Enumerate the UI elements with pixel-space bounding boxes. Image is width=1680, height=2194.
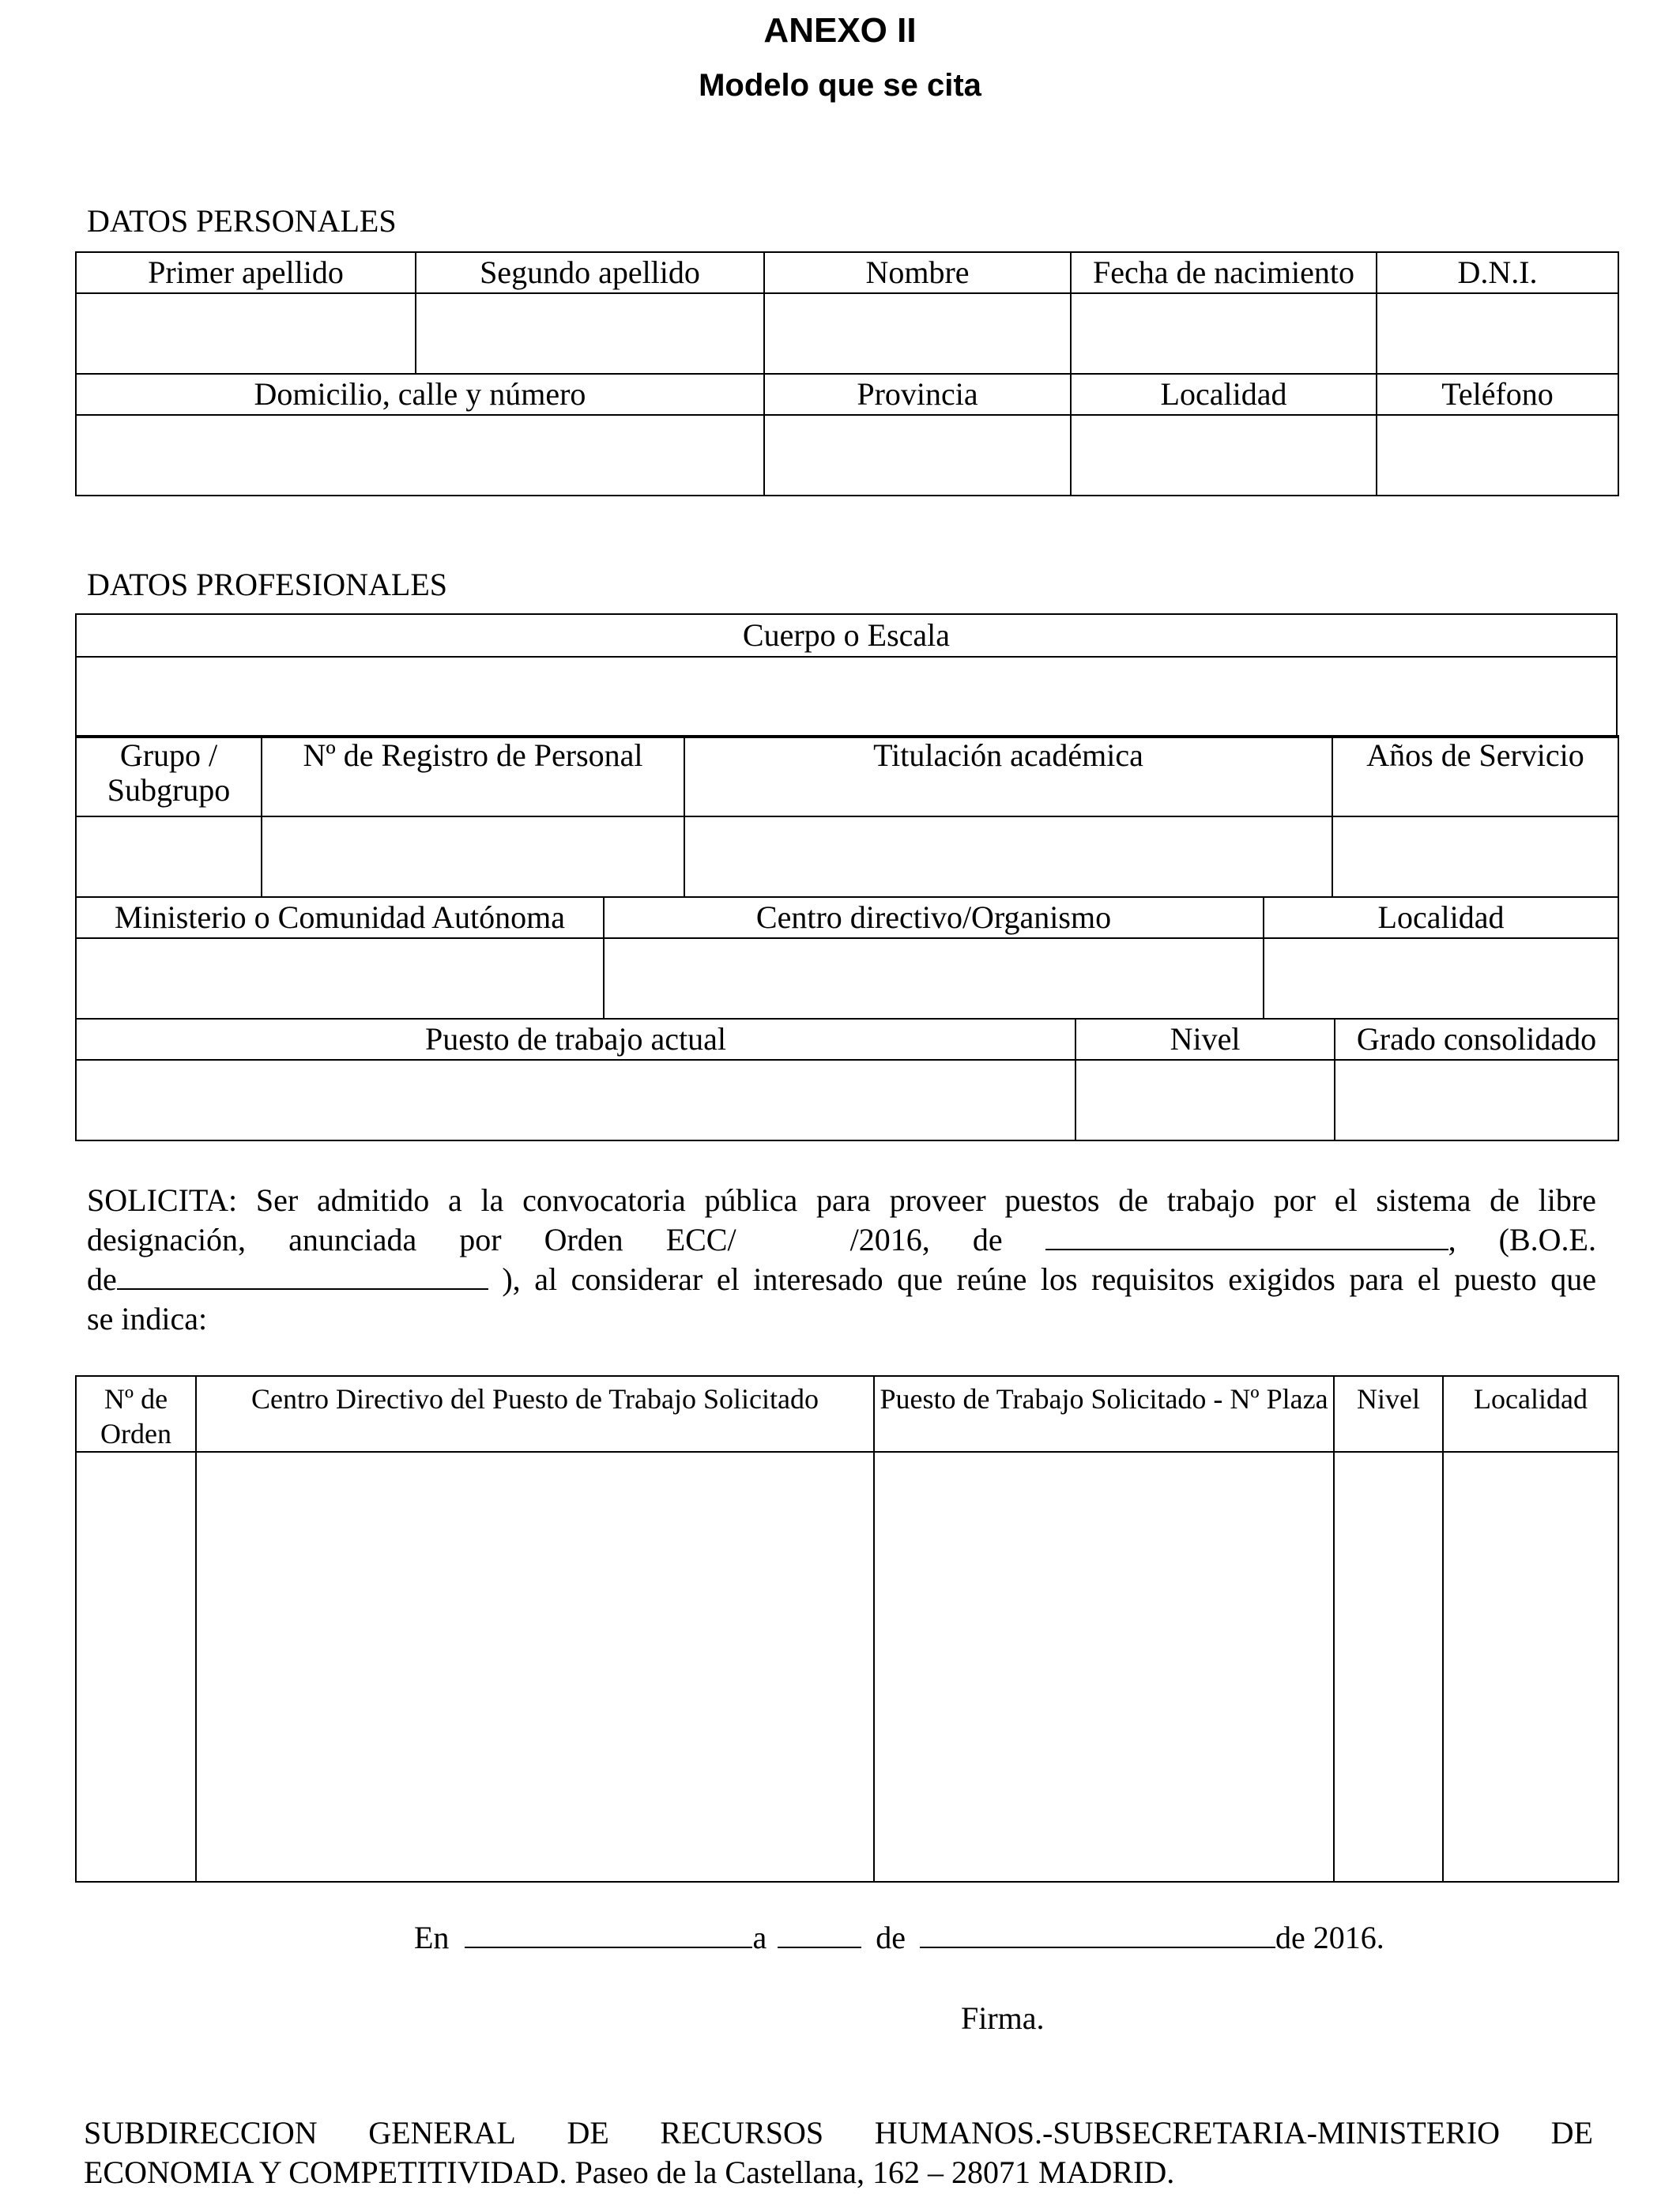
nivel-solicitado-field[interactable]: [1334, 1452, 1443, 1882]
primer-apellido-field[interactable]: [76, 293, 416, 374]
solicita-word: por: [459, 1222, 502, 1257]
col-ministerio: Ministerio o Comunidad Autónoma: [76, 897, 604, 938]
col-fecha-nacimiento: Fecha de nacimiento: [1071, 252, 1377, 293]
solicita-word: trabajo: [1166, 1182, 1255, 1218]
provincia-field[interactable]: [764, 415, 1071, 496]
titulacion-field[interactable]: [684, 816, 1332, 897]
footer-word: HUMANOS.-SUBSECRETARIA-MINISTERIO: [874, 2115, 1501, 2151]
solicita-word: se indica:: [87, 1301, 208, 1336]
solicita-word: exigidos: [1228, 1261, 1335, 1297]
solicita-word: Orden: [544, 1222, 623, 1257]
professional-section-title: DATOS PROFESIONALES: [87, 567, 448, 602]
solicita-word: /2016,: [849, 1222, 930, 1257]
col-titulacion: Titulación académica: [684, 736, 1332, 816]
ministerio-field[interactable]: [76, 938, 604, 1019]
footer-word: DE: [1550, 2115, 1593, 2151]
col-registro-personal: Nº de Registro de Personal: [262, 736, 684, 816]
place-blank[interactable]: [465, 1920, 752, 1948]
puesto-solicitado-field[interactable]: [874, 1452, 1334, 1882]
solicita-word: requisitos: [1091, 1261, 1215, 1297]
solicita-line-4: [87, 1299, 1596, 1339]
col-localidad-prof: Localidad: [1264, 897, 1618, 938]
col-provincia: Provincia: [764, 374, 1071, 415]
solicita-word: para: [1349, 1261, 1404, 1297]
personal-section-title: DATOS PERSONALES: [87, 203, 397, 239]
date-en-label: En: [414, 1920, 450, 1955]
footer-word: SUBDIRECCION: [84, 2115, 318, 2151]
day-blank[interactable]: [778, 1920, 861, 1948]
col-nombre: Nombre: [764, 252, 1071, 293]
solicita-word: sistema: [1376, 1182, 1471, 1218]
solicita-word: considerar: [571, 1261, 703, 1297]
solicita-word: al: [534, 1261, 558, 1297]
ministerio-table: [75, 896, 1619, 1020]
centro-solicitado-field[interactable]: [196, 1452, 874, 1882]
solicita-word: la: [480, 1182, 504, 1218]
col-grado: Grado consolidado: [1335, 1019, 1618, 1060]
solicita-word: libre: [1538, 1182, 1596, 1218]
col-grupo-subgrupo: Grupo / Subgrupo: [76, 736, 262, 816]
solicita-line-2: [87, 1220, 1596, 1260]
puesto-table: [75, 1018, 1619, 1141]
col-centro-solicitado: Centro Directivo del Puesto de Trabajo Solicitado: [196, 1376, 874, 1452]
month-blank[interactable]: [920, 1920, 1275, 1948]
cuerpo-escala-field[interactable]: [76, 657, 1617, 737]
solicita-word: ,: [1448, 1222, 1456, 1257]
footer-word: RECURSOS: [660, 2115, 824, 2151]
date-de-label: de: [876, 1920, 906, 1955]
solicita-word: Ser: [255, 1182, 299, 1218]
solicita-line-3: [87, 1260, 1596, 1299]
col-localidad-solicitado: Localidad: [1443, 1376, 1618, 1452]
solicita-word: reúne: [956, 1261, 1027, 1297]
solicita-word: el: [1417, 1261, 1441, 1297]
solicita-paragraph: [87, 1181, 1596, 1339]
solicita-label: SOLICITA:: [87, 1182, 238, 1218]
solicita-word: a: [447, 1182, 462, 1218]
boe-date-group: [87, 1260, 488, 1299]
date-year-label: de 2016.: [1275, 1920, 1384, 1955]
solicita-word: el: [1334, 1182, 1358, 1218]
boe-date-blank[interactable]: [117, 1261, 488, 1290]
col-localidad: Localidad: [1071, 374, 1377, 415]
solicita-word: para: [816, 1182, 871, 1218]
col-puesto-solicitado: Puesto de Trabajo Solicitado - Nº Plaza: [874, 1376, 1334, 1452]
signature-label: Firma.: [961, 2000, 1045, 2036]
col-primer-apellido: Primer apellido: [76, 252, 416, 293]
grupo-field[interactable]: [76, 816, 262, 897]
date-a-label: a: [752, 1920, 767, 1955]
solicita-word: pública: [704, 1182, 798, 1218]
nivel-field[interactable]: [1075, 1060, 1335, 1140]
footer-line-1: [84, 2113, 1593, 2153]
puesto-actual-field[interactable]: [76, 1060, 1075, 1140]
solicita-word: los: [1040, 1261, 1078, 1297]
col-anos-servicio: Años de Servicio: [1332, 736, 1618, 816]
localidad-prof-field[interactable]: [1264, 938, 1618, 1019]
col-dni: D.N.I.: [1377, 252, 1618, 293]
col-num-orden: Nº de Orden: [76, 1376, 196, 1452]
solicita-word: de: [1490, 1182, 1520, 1218]
registro-field[interactable]: [262, 816, 684, 897]
solicita-word: que: [1550, 1261, 1596, 1297]
col-segundo-apellido: Segundo apellido: [416, 252, 764, 293]
fecha-nacimiento-field[interactable]: [1071, 293, 1377, 374]
solicita-word: (B.O.E.: [1498, 1222, 1596, 1257]
num-orden-field[interactable]: [76, 1452, 196, 1882]
solicita-word: interesado: [753, 1261, 883, 1297]
segundo-apellido-field[interactable]: [416, 293, 764, 374]
solicita-word: de: [972, 1222, 1003, 1257]
solicita-word: de: [87, 1261, 117, 1297]
col-centro-directivo: Centro directivo/Organismo: [604, 897, 1264, 938]
signature-date-line: [414, 1919, 1384, 1956]
col-puesto-actual: Puesto de trabajo actual: [76, 1019, 1075, 1060]
solicita-word: ),: [502, 1261, 521, 1297]
anos-servicio-field[interactable]: [1332, 816, 1618, 897]
footer-line-2: ECONOMIA Y COMPETITIVIDAD. Paseo de la Castellana, 162 – 28071 MADRID.: [84, 2154, 1175, 2190]
solicita-word: admitido: [316, 1182, 430, 1218]
annex-subtitle: Modelo que se cita: [699, 68, 981, 103]
solicita-word: de: [1118, 1182, 1149, 1218]
col-cuerpo-escala: Cuerpo o Escala: [76, 614, 1617, 657]
grupo-table: [75, 735, 1619, 898]
solicita-word: por: [1273, 1182, 1316, 1218]
requested-positions-table: [75, 1375, 1619, 1883]
centro-directivo-field[interactable]: [604, 938, 1264, 1019]
nombre-field[interactable]: [764, 293, 1071, 374]
domicilio-field[interactable]: [76, 415, 764, 496]
footer-word: GENERAL: [368, 2115, 516, 2151]
col-nivel-solicitado: Nivel: [1334, 1376, 1443, 1452]
personal-data-table: [75, 251, 1619, 496]
col-domicilio: Domicilio, calle y número: [76, 374, 764, 415]
orden-date-blank[interactable]: [1045, 1220, 1456, 1260]
solicita-word: puestos: [1004, 1182, 1100, 1218]
solicita-word: el: [716, 1261, 740, 1297]
solicita-word: proveer: [889, 1182, 986, 1218]
solicita-word: anunciada: [288, 1222, 417, 1257]
telefono-field[interactable]: [1377, 415, 1618, 496]
localidad-solicitado-field[interactable]: [1443, 1452, 1618, 1882]
solicita-word: ECC/: [665, 1222, 736, 1257]
localidad-field[interactable]: [1071, 415, 1377, 496]
cuerpo-table: [75, 613, 1618, 738]
solicita-word: convocatoria: [522, 1182, 686, 1218]
col-nivel: Nivel: [1075, 1019, 1335, 1060]
solicita-word: que: [897, 1261, 943, 1297]
footer-word: DE: [567, 2115, 609, 2151]
solicita-word: designación,: [87, 1222, 247, 1257]
solicita-word: puesto: [1454, 1261, 1537, 1297]
grado-field[interactable]: [1335, 1060, 1618, 1140]
footer-address: [84, 2113, 1593, 2192]
solicita-line-1: [87, 1181, 1596, 1220]
col-telefono: Teléfono: [1377, 374, 1618, 415]
annex-title: ANEXO II: [763, 11, 917, 50]
dni-field[interactable]: [1377, 293, 1618, 374]
